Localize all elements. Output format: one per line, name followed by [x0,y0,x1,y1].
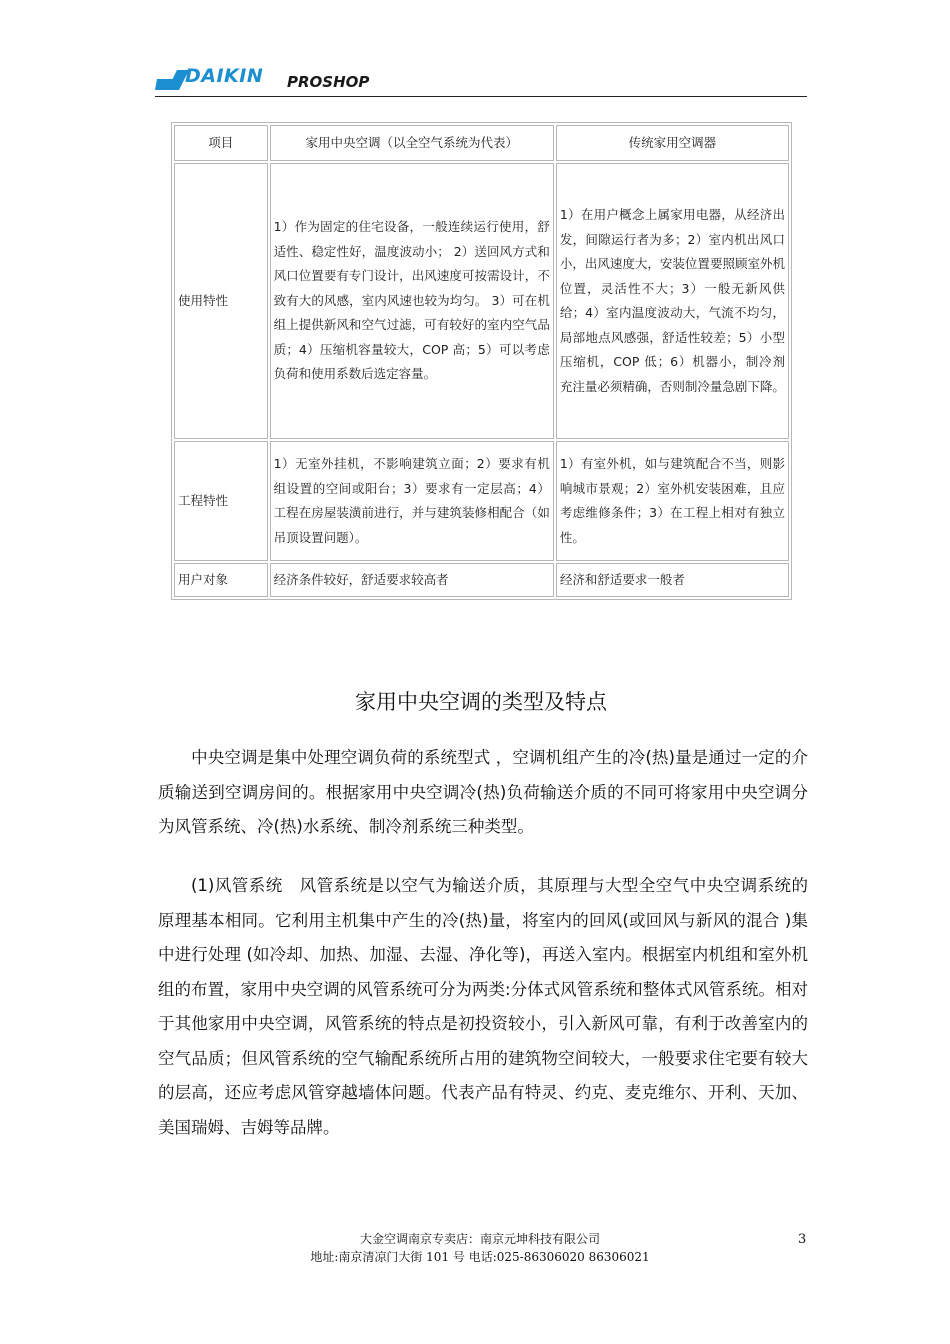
daikin-logo-icon [155,68,189,92]
table-row [174,163,789,439]
cell-central: 经济条件较好，舒适要求较高者 [270,563,554,597]
brand-name: DAIKIN [185,65,264,87]
header-cell: 项目 [174,125,268,161]
paragraph-text: (1)风管系统 风管系统是以空气为输送介质，其原理与大型全空气中央空调系统的原理基本相同。它利用主机集中产生的冷(热)量，将室内的回风(或回风与新风的混合 )集中进行处理 (如冷却、加热、加湿、去湿、净化等)，再送入室内。根据室内机组和室外机组的布置，家用中央空调的风管系统可分为两类:分体式风管系统和整体式风管系统。相对于其他家用中央空调，风管系统的特点是初投资较小，引入新风可靠，有利于改善室内的空气品质；但风管系统的空气输配系统所占用的建筑物空间较大，一般要求住宅要有较大的层高，还应考虑风管穿越墙体问题。代表产品有特灵、约克、麦克维尔、开利、天加、美国瑞姆、吉姆等品牌。 [158,876,808,1137]
brand-subname: PROSHOP [287,73,370,91]
cell-central: 1）无室外挂机，不影响建筑立面；2）要求有机组设置的空间或阳台；3）要求有一定层高；4）工程在房屋装潢前进行，并与建筑装修相配合（如吊顶设置问题）。 [270,441,554,561]
page-footer [270,1230,690,1266]
cell-traditional: 1）在用户概念上属家用电器，从经济出发，间隙运行者为多；2）室内机出风口小，出风速度大，安装位置要照顾室外机位置，灵活性不大；3）一般无新风供给；4）室内温度波动大，气流不均匀，局部地点风感强，舒适性较差；5）小型压缩机，COP 低；6）机器小，制冷剂充注量必须精确，否则制冷量急剧下降。 [556,163,789,439]
row-label: 工程特性 [174,441,268,561]
table-header-row [174,125,789,161]
paragraph-text: 中央空调是集中处理空调负荷的系统型式 ，空调机组产生的冷(热)量是通过一定的介质输送到空调房间的。根据家用中央空调冷(热)负荷输送介质的不同可将家用中央空调分为风管系统、冷(热)水系统、制冷剂系统三种类型。 [158,748,808,836]
paragraph [158,741,808,845]
page-number: 3 [798,1232,807,1247]
cell-central: 1）作为固定的住宅设备，一般连续运行使用，舒适性、稳定性好，温度波动小； 2）送回风方式和风口位置要有专门设计，出风速度可按需设计，不致有大的风感，室内风速也较为均匀。 3）可在机组上提供新风和空气过滤，可有较好的室内空气品质；4）压缩机容量较大，COP 高；5）可以考虑负荷和使用系数后选定容量。 [270,163,554,439]
comparison-table [171,122,792,600]
header-divider [155,96,807,97]
header-cell: 家用中央空调（以全空气系统为代表） [270,125,554,161]
footer-address: 地址:南京清凉门大街 101 号 电话:025-86306020 86306021 [310,1250,650,1264]
section-title: 家用中央空调的类型及特点 [355,690,607,714]
row-label: 用户对象 [174,563,268,597]
cell-traditional: 1）有室外机，如与建筑配合不当，则影响城市景观；2）室外机安装困难，且应考虑维修条件；3）在工程上相对有独立性。 [556,441,789,561]
header-cell: 传统家用空调器 [556,125,789,161]
footer-company: 大金空调南京专卖店：南京元坤科技有限公司 [359,1232,600,1246]
paragraph [158,869,808,1145]
cell-traditional: 经济和舒适要求一般者 [556,563,789,597]
table-row [174,563,789,597]
table-row [174,441,789,561]
page-header [155,64,807,96]
row-label: 使用特性 [174,163,268,439]
